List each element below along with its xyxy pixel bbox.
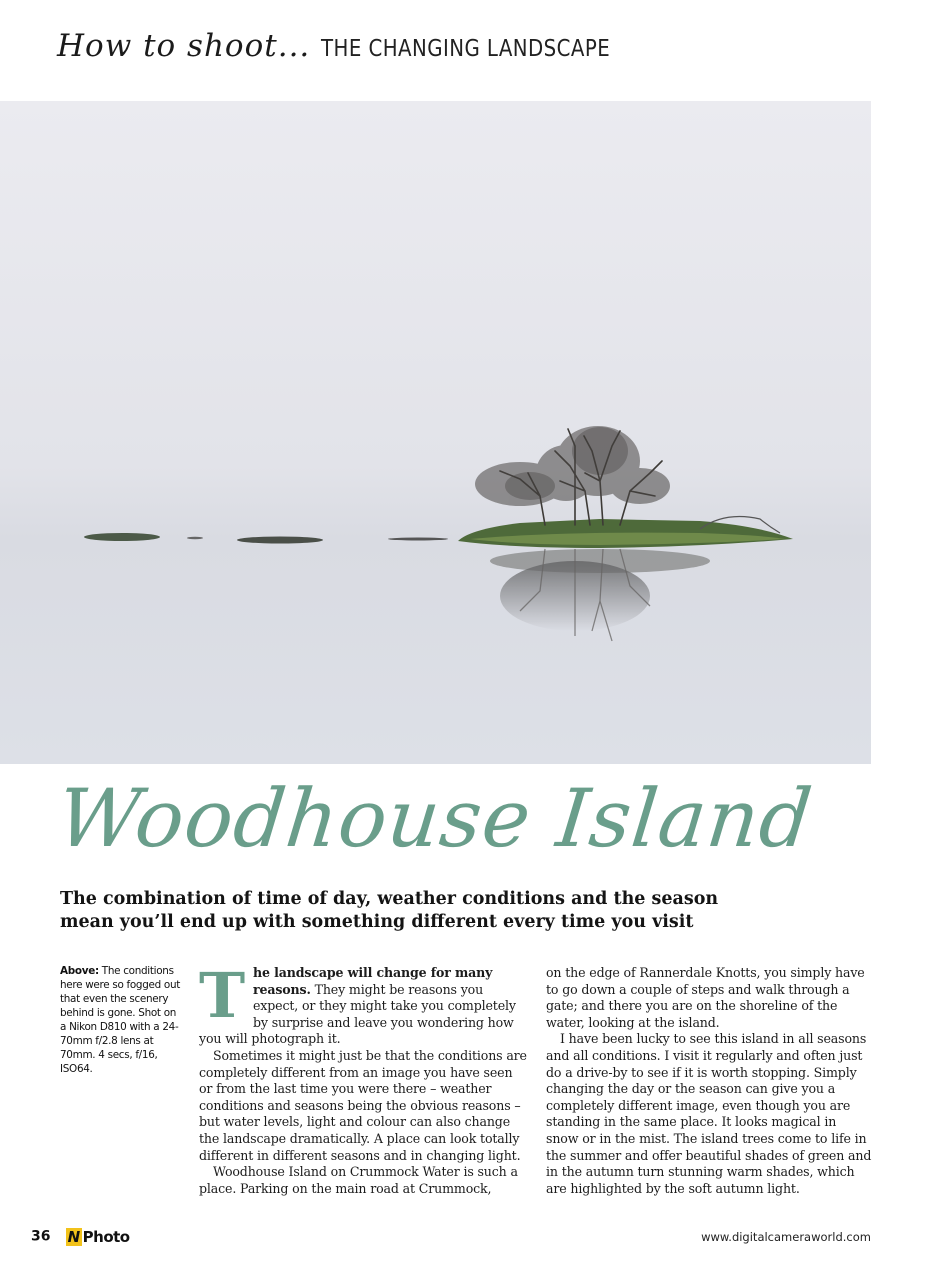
paragraph-text: They might be reasons you expect, or they might take you completely by surprise and leave you wondering how you will photograph it. (199, 981, 516, 1047)
logo-n-mark: N (67, 1227, 80, 1246)
body-paragraph (199, 959, 529, 1048)
body-paragraph: I have been lucky to see this island in all seasons and all conditions. I visit it regularly and often just do a drive-by to see if it is worth stopping. Simply changing the day or the season can give you a completely different image, even though you are standing in the same place. It looks magical in snow or in the mist. The island trees come to life in the summer and offer beautiful shades of green and in the autumn turn stunning warm shades, which are highlighted by the soft autumn light. (546, 1031, 872, 1196)
body-paragraph: Woodhouse Island on Crummock Water is such a place. Parking on the main road at Crummock, (199, 1164, 518, 1196)
website-url: www.digitalcameraworld.com (701, 1230, 871, 1244)
caption-text: The conditions here were so fogged out that even the scenery behind is gone. Shot on a Nikon D810 with a 24-70mm f/2.8 lens at 70mm. 4 secs, f/16, ISO64. (60, 965, 181, 1075)
drop-cap: T (199, 959, 245, 1032)
logo-text: Photo (82, 1227, 130, 1246)
article-standfirst: The combination of time of day, weather conditions and the season mean you’ll end up with something different every time you visit (60, 889, 719, 932)
lead-sentence: he landscape will change for many reasons. (253, 965, 493, 997)
body-column-left (199, 959, 529, 1197)
section-header (57, 28, 658, 74)
caption-label: Above: (60, 965, 99, 977)
magazine-logo (66, 1228, 130, 1246)
body-column-right (546, 965, 872, 1197)
body-paragraph: Sometimes it might just be that the conditions are completely different from an image you have seen or from the last time you were there – weather conditions and seasons being the obvious reasons – but water levels, light and colour can also change the landscape dramatically. A place can look totally different in different seasons and in changing light. (199, 1047, 527, 1163)
misty-island-photo (0, 101, 871, 764)
article-title: Woodhouse Island (53, 772, 817, 865)
section-caps-label: THE CHANGING LANDSCAPE (321, 36, 611, 62)
photo-caption (60, 964, 185, 1076)
body-paragraph: on the edge of Rannerdale Knotts, you simply have to go down a couple of steps and walk through a gate; and there you are on the shoreline of the water, looking at the island. (546, 965, 865, 1030)
section-script-label: How to shoot... (57, 28, 311, 64)
page-number: 36 (31, 1228, 51, 1245)
page-footer-left (31, 1226, 130, 1246)
